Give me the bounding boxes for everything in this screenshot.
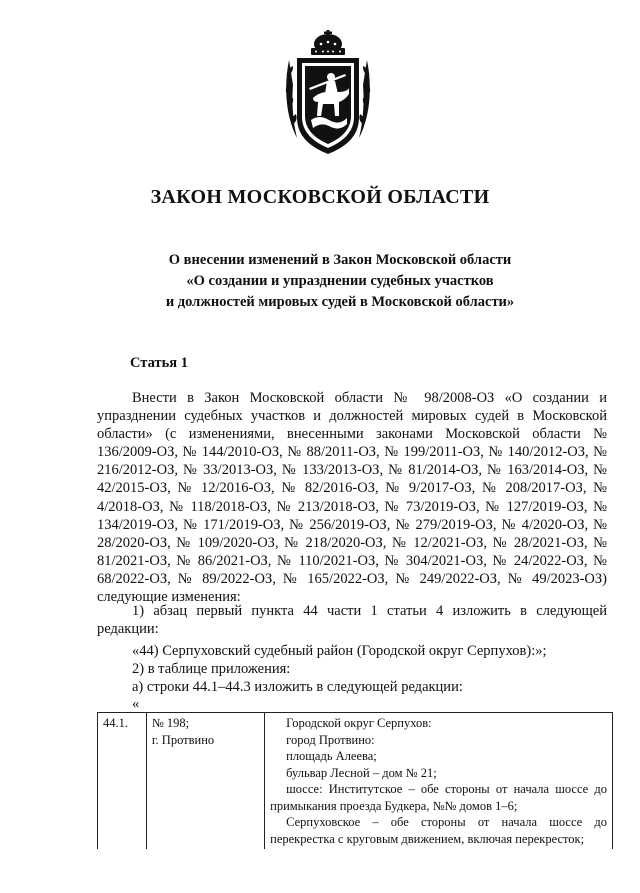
court-plot-cell — [146, 713, 264, 850]
quoted-amendment: «44) Серпуховский судебный район (Городской округ Серпухов):»; — [132, 643, 547, 659]
plot-number: № 198; — [151, 716, 190, 730]
amendment-item-2: 2) в таблице приложения: — [132, 661, 291, 677]
table-row — [98, 713, 613, 850]
subtitle-line: и должностей мировых судей в Московской области» — [165, 294, 515, 310]
zone-line: бульвар Лесной – дом № 21; — [286, 765, 437, 780]
zone-line: шоссе: Институтское – обе стороны от начала шоссе до примыкания проезда Будкера, №№ домов 1–6; — [270, 782, 607, 813]
opening-quote: « — [132, 696, 140, 712]
amendment-item-1: 1) абзац первый пункта 44 части 1 статьи 4 изложить в следующей редакции: — [97, 603, 607, 638]
amendment-table — [97, 712, 613, 849]
law-title: ЗАКОН МОСКОВСКОЙ ОБЛАСТИ — [150, 186, 490, 208]
subtitle-line: «О создании и упразднении судебных участков — [186, 273, 494, 289]
zone-line: Городской округ Серпухов: — [286, 716, 432, 730]
law-subtitle — [140, 250, 540, 313]
zone-line: Серпуховское – обе стороны от начала шоссе до перекрестка с круговым движением, включая перекресток; — [270, 815, 607, 846]
plot-town: г. Протвино — [151, 732, 215, 747]
amendment-item-2a: а) строки 44.1–44.3 изложить в следующей редакции: — [132, 679, 463, 695]
jurisdiction-cell — [265, 713, 613, 850]
article-heading: Статья 1 — [130, 355, 188, 371]
zone-line: город Протвино: — [286, 732, 375, 747]
moscow-oblast-coat-of-arms-emblem — [283, 30, 373, 158]
row-number-cell: 44.1. — [98, 713, 147, 850]
subtitle-line: О внесении изменений в Закон Московской области — [168, 252, 512, 268]
zone-line: площадь Алеева; — [286, 749, 377, 763]
article-intro-paragraph: Внести в Закон Московской области № 98/2008-ОЗ «О создании и упразднении судебных участков и должностей мировых судей в Московской области» (с изменениями, внесенными законами Московской области № 136/2009-ОЗ, № 144/2010-ОЗ, № 88/2011-ОЗ, № 199/2011-ОЗ, № 140/2012-ОЗ, № 216/2012-ОЗ, № 33/2013-ОЗ, № 133/2013-ОЗ, № 81/2014-ОЗ, № 163/2014-ОЗ, № 42/2015-ОЗ, № 12/2016-ОЗ, № 82/2016-ОЗ, № 9/2017-ОЗ, № 208/2017-ОЗ, № 4/2018-ОЗ, № 118/2018-ОЗ, № 213/2018-ОЗ, № 73/2019-ОЗ, № 127/2019-ОЗ, № 134/2019-ОЗ, № 171/2019-ОЗ, № 256/2019-ОЗ, № 279/2019-ОЗ, № 4/2020-ОЗ, № 28/2020-ОЗ, № 109/2020-ОЗ, № 218/2020-ОЗ, № 12/2021-ОЗ, № 28/2021-ОЗ, № 81/2021-ОЗ, № 86/2021-ОЗ, № 110/2021-ОЗ, № 304/2021-ОЗ, № 24/2022-ОЗ, № 68/2022-ОЗ, № 89/2022-ОЗ, № 165/2022-ОЗ, № 249/2022-ОЗ, № 49/2023-ОЗ) следующие изменения: — [97, 390, 607, 606]
